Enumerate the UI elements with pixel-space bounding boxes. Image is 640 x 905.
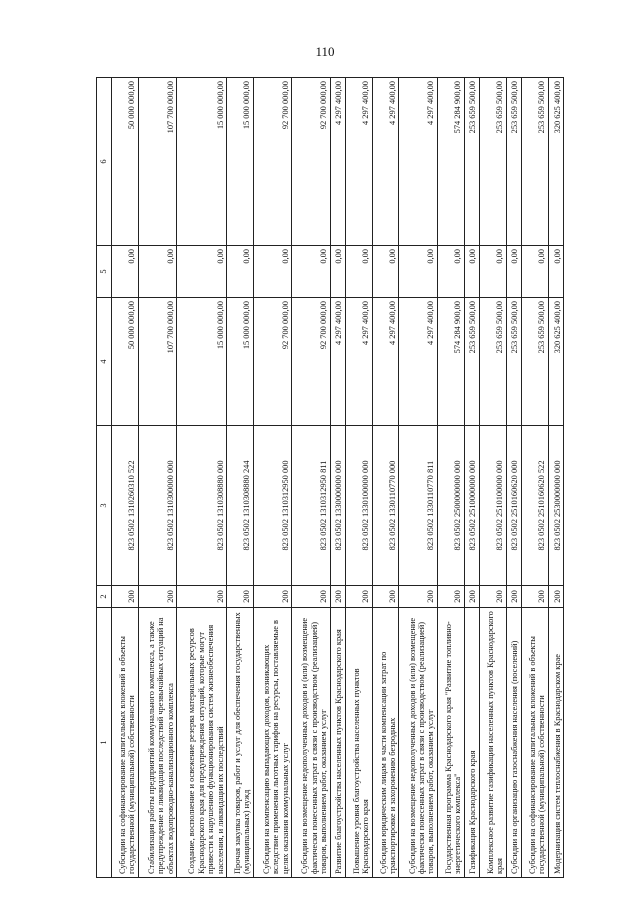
row-name: Комплексное развитие газификации населенных пунктов Краснодарского края bbox=[479, 608, 506, 878]
row-vr: 200 bbox=[464, 586, 479, 608]
row-sum: 4 297 400,00 bbox=[330, 298, 345, 426]
row-name: Субсидии юридическим лицам в части компенсации затрат по транспортировке и захоронению безродных bbox=[372, 608, 399, 878]
table-row bbox=[521, 78, 548, 878]
row-name: Субсидии на софинансирование капитальных вложений в объекты государственной (муниципальной) собственности bbox=[112, 608, 139, 878]
table-header-row bbox=[97, 78, 112, 878]
row-col6: 92 700 000,00 bbox=[292, 78, 330, 246]
row-vr: 200 bbox=[548, 586, 563, 608]
row-sum: 253 659 500,00 bbox=[506, 298, 521, 426]
row-col6: 50 000 000,00 bbox=[112, 78, 139, 246]
row-sum: 92 700 000,00 bbox=[292, 298, 330, 426]
row-vr: 200 bbox=[177, 586, 227, 608]
row-name: Газификация Краснодарского края bbox=[464, 608, 479, 878]
row-col5: 0,00 bbox=[138, 246, 176, 298]
row-col5: 0,00 bbox=[227, 246, 254, 298]
row-sum: 253 659 500,00 bbox=[479, 298, 506, 426]
row-name: Субсидии на возмещение недополученных доходов и (или) возмещение фактически понесенных затрат в связи с производством (реализацией) товаров, выполнением работ, оказанием услуг bbox=[292, 608, 330, 878]
row-sum: 320 625 400,00 bbox=[548, 298, 563, 426]
row-col5: 0,00 bbox=[345, 246, 372, 298]
table-row bbox=[437, 78, 464, 878]
row-vr: 200 bbox=[345, 586, 372, 608]
row-col5: 0,00 bbox=[253, 246, 291, 298]
table-row bbox=[138, 78, 176, 878]
column-header-5: 5 bbox=[97, 246, 112, 298]
row-sum: 574 284 900,00 bbox=[437, 298, 464, 426]
row-name: Субсидии на организацию газоснабжения населения (поселений) bbox=[506, 608, 521, 878]
table-row bbox=[253, 78, 291, 878]
row-code: 823 0502 1330000000 000 bbox=[330, 426, 345, 586]
row-name: Создание, восполнение и освежение резерва материальных ресурсов Краснодарского края для предупреждения ситуаций, которые могут привести к нарушению функционирования систем жизнеобеспечения населения, и ликвидации их последствий bbox=[177, 608, 227, 878]
row-col6: 4 297 400,00 bbox=[330, 78, 345, 246]
row-col6: 15 000 000,00 bbox=[177, 78, 227, 246]
row-code: 823 0502 1310308880 000 bbox=[177, 426, 227, 586]
row-name: Государственная программа Краснодарского края "Развитие топливно-энергетического комплекса" bbox=[437, 608, 464, 878]
table-row bbox=[464, 78, 479, 878]
rotated-table-sheet bbox=[96, 78, 564, 878]
column-header-6: 6 bbox=[97, 78, 112, 246]
row-code: 823 0502 1310300000 000 bbox=[138, 426, 176, 586]
table-row bbox=[372, 78, 399, 878]
table-row bbox=[177, 78, 227, 878]
row-col6: 4 297 400,00 bbox=[399, 78, 437, 246]
column-header-3: 3 bbox=[97, 426, 112, 586]
row-col6: 4 297 400,00 bbox=[372, 78, 399, 246]
row-name: Субсидии на возмещение недополученных доходов и (или) возмещение фактически понесенных затрат в связи с производством (реализацией) товаров, выполнением работ, оказанием услуг bbox=[399, 608, 437, 878]
row-name: Субсидии на софинансирование капитальных вложений в объекты государственной (муниципальной) собственности bbox=[521, 608, 548, 878]
row-sum: 92 700 000,00 bbox=[253, 298, 291, 426]
row-vr: 200 bbox=[112, 586, 139, 608]
row-col5: 0,00 bbox=[177, 246, 227, 298]
row-sum: 253 659 500,00 bbox=[464, 298, 479, 426]
table-row bbox=[399, 78, 437, 878]
row-col5: 0,00 bbox=[521, 246, 548, 298]
row-col5: 0,00 bbox=[506, 246, 521, 298]
row-code: 823 0502 1330110770 811 bbox=[399, 426, 437, 586]
row-sum: 107 700 000,00 bbox=[138, 298, 176, 426]
row-code: 823 0502 2530000000 000 bbox=[548, 426, 563, 586]
row-col5: 0,00 bbox=[479, 246, 506, 298]
row-code: 823 0502 2510160620 000 bbox=[506, 426, 521, 586]
row-code: 823 0502 2510160620 522 bbox=[521, 426, 548, 586]
row-col5: 0,00 bbox=[372, 246, 399, 298]
row-code: 823 0502 2510000000 000 bbox=[464, 426, 479, 586]
row-col6: 253 659 500,00 bbox=[521, 78, 548, 246]
row-vr: 200 bbox=[227, 586, 254, 608]
table-row bbox=[548, 78, 563, 878]
row-vr: 200 bbox=[399, 586, 437, 608]
table-row bbox=[112, 78, 139, 878]
row-col6: 574 284 900,00 bbox=[437, 78, 464, 246]
table-body bbox=[112, 78, 564, 878]
row-col5: 0,00 bbox=[464, 246, 479, 298]
column-header-2: 2 bbox=[97, 586, 112, 608]
row-code: 823 0502 1310260310 522 bbox=[112, 426, 139, 586]
row-code: 823 0502 2500000000 000 bbox=[437, 426, 464, 586]
row-vr: 200 bbox=[437, 586, 464, 608]
row-code: 823 0502 2510100000 000 bbox=[479, 426, 506, 586]
row-col5: 0,00 bbox=[548, 246, 563, 298]
row-name: Повышение уровня благоустройства населенных пунктов Краснодарского края bbox=[345, 608, 372, 878]
row-col6: 320 625 400,00 bbox=[548, 78, 563, 246]
row-code: 823 0502 1330110770 000 bbox=[372, 426, 399, 586]
row-code: 823 0502 1310312950 000 bbox=[253, 426, 291, 586]
column-header-1: 1 bbox=[97, 608, 112, 878]
row-col6: 253 659 500,00 bbox=[479, 78, 506, 246]
row-sum: 15 000 000,00 bbox=[177, 298, 227, 426]
row-vr: 200 bbox=[292, 586, 330, 608]
table-row bbox=[330, 78, 345, 878]
row-sum: 4 297 400,00 bbox=[399, 298, 437, 426]
row-code: 823 0502 1310308880 244 bbox=[227, 426, 254, 586]
row-sum: 253 659 500,00 bbox=[521, 298, 548, 426]
table-row bbox=[479, 78, 506, 878]
row-col5: 0,00 bbox=[292, 246, 330, 298]
row-name: Прочая закупка товаров, работ и услуг для обеспечения государственных (муниципальных) нужд bbox=[227, 608, 254, 878]
row-name: Модернизация систем теплоснабжения в Краснодарском крае bbox=[548, 608, 563, 878]
row-sum: 15 000 000,00 bbox=[227, 298, 254, 426]
table-row bbox=[345, 78, 372, 878]
row-code: 823 0502 1330100000 000 bbox=[345, 426, 372, 586]
row-col5: 0,00 bbox=[437, 246, 464, 298]
table-row bbox=[292, 78, 330, 878]
row-vr: 200 bbox=[479, 586, 506, 608]
row-col6: 92 700 000,00 bbox=[253, 78, 291, 246]
row-vr: 200 bbox=[372, 586, 399, 608]
row-code: 823 0502 1310312950 811 bbox=[292, 426, 330, 586]
row-name: Субсидии на компенсацию выпадающих доходов, возникающих вследствие применения льготных тарифов на ресурсы, поставляемые в целях оказания коммунальных услуг bbox=[253, 608, 291, 878]
row-col5: 0,00 bbox=[330, 246, 345, 298]
row-col6: 4 297 400,00 bbox=[345, 78, 372, 246]
row-vr: 200 bbox=[506, 586, 521, 608]
row-col6: 15 000 000,00 bbox=[227, 78, 254, 246]
table-row bbox=[227, 78, 254, 878]
row-sum: 4 297 400,00 bbox=[372, 298, 399, 426]
row-vr: 200 bbox=[330, 586, 345, 608]
row-sum: 4 297 400,00 bbox=[345, 298, 372, 426]
page-number: 110 bbox=[315, 44, 335, 59]
row-vr: 200 bbox=[253, 586, 291, 608]
row-sum: 50 000 000,00 bbox=[112, 298, 139, 426]
row-col5: 0,00 bbox=[112, 246, 139, 298]
row-vr: 200 bbox=[521, 586, 548, 608]
row-col6: 253 659 500,00 bbox=[506, 78, 521, 246]
budget-table bbox=[96, 77, 564, 878]
row-col6: 253 659 500,00 bbox=[464, 78, 479, 246]
row-name: Развитие благоустройства населенных пунктов Краснодарского края bbox=[330, 608, 345, 878]
row-col5: 0,00 bbox=[399, 246, 437, 298]
row-col6: 107 700 000,00 bbox=[138, 78, 176, 246]
column-header-4: 4 bbox=[97, 298, 112, 426]
row-vr: 200 bbox=[138, 586, 176, 608]
row-name: Стабилизация работы предприятий коммунального комплекса, а также предупреждение и ликвидация последствий чрезвычайных ситуаций на объектах водопроводно-канализационного комплекса bbox=[138, 608, 176, 878]
table-row bbox=[506, 78, 521, 878]
